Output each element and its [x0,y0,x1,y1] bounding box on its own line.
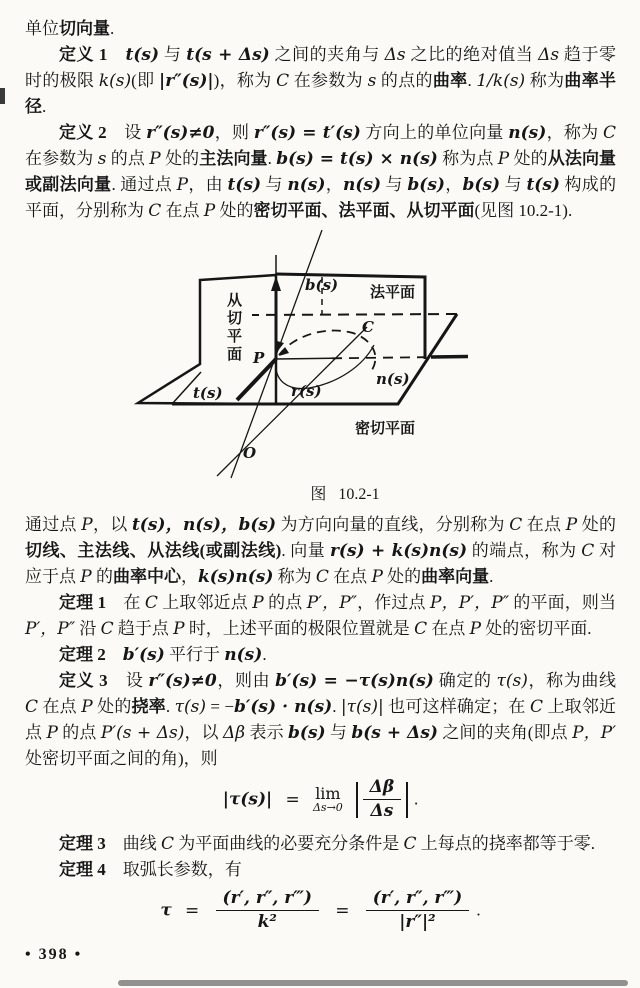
text-segment: 与 [381,175,408,194]
text-segment: P，P′，P″ [430,593,510,613]
text-segment: P [497,149,510,169]
text-segment: P [371,567,383,587]
text-segment: k(s) [98,71,132,91]
text-segment: C [144,593,158,613]
text-segment: 上每点的挠率都等于零. [416,834,596,853]
text-segment: C [603,123,617,143]
text-segment: ，称为 [546,123,604,142]
text-segment: 时，上述平面的极限位置就是 [184,619,415,638]
tangent-vector-label: t(s) [193,384,223,402]
text-segment: 在点 [328,567,372,586]
text-segment: 在点 [38,697,82,716]
text-segment: 方向上的单位向量 [360,123,509,142]
paragraph [25,831,616,857]
text-segment: 曲线 [105,834,161,853]
paragraph [25,642,616,668]
text-segment: b′(s) [122,645,165,665]
figure-10-2-1 [125,230,565,480]
text-segment: C [581,541,595,561]
text-segment: ，以 [184,723,224,742]
text-segment: P [81,697,93,717]
text-segment: . [42,97,47,116]
text-segment: 称为点 [437,149,498,168]
text-segment: 切线、主法线、从法线(或副法线) [25,541,282,560]
text-segment: C [100,619,114,639]
text-segment: b(s) [462,175,501,195]
figure-caption-number: 10.2-1 [338,486,380,503]
text-segment: 曲率向量 [421,567,490,586]
text-segment: b′(s) · n(s) [234,697,333,717]
text-segment: P′(s + Δs) [100,723,185,743]
text-segment: P [176,175,189,195]
text-segment: 处的密切平面. [481,619,592,638]
text-segment: |τ(s)| [340,697,384,717]
text-segment: 曲率半径 [25,71,617,116]
text-segment: C [315,567,329,587]
text-segment: t(s) [125,45,160,65]
text-segment: 在 [106,593,145,612]
text-segment: b′(s) = −τ(s)n(s) [275,671,434,691]
text-segment: C [276,71,290,91]
text-segment: t(s) [227,175,261,195]
body-text-bottom [25,831,616,883]
text-segment: 在点 [522,515,566,534]
text-segment: 的平面，则当 [509,593,617,612]
text-segment: 与 [500,175,527,194]
text-segment: 上取邻近点 [157,593,253,612]
tau-symbol: τ [160,900,172,921]
text-segment: τ(s) [174,697,206,717]
text-segment: P [469,619,482,639]
text-segment: 确定的 [433,671,497,690]
text-segment: 的点 [106,149,150,168]
text-segment: r(s) + k(s)n(s) [329,541,468,561]
text-segment: n(s) [508,123,547,143]
torsion-ratio-formula [25,889,616,932]
text-segment: t(s + Δs) [186,45,270,65]
normal-vector-label: n(s) [376,370,410,388]
text-segment: 曲率 [432,71,468,90]
text-segment: 与 [325,723,352,742]
text-segment: C [414,619,428,639]
absolute-value-group [354,778,410,821]
figure-caption-label: 图 [310,486,327,503]
text-segment: ，作过点 [357,593,431,612]
text-segment: 定理 4 [59,860,106,879]
text-segment: 设 [106,123,147,142]
text-segment: r″(s) = t′(s) [253,123,361,143]
text-segment: 上取邻近点 [25,697,617,742]
text-segment: (即 [131,71,160,90]
text-segment: 构成的平面，分别称为 [25,175,617,220]
radius-vector-label: r(s) [291,382,322,400]
text-segment: 处的 [382,567,422,586]
text-segment: . [267,149,277,168]
text-segment: P [46,723,58,743]
text-segment: ，称为曲线 [527,671,617,690]
text-segment: )，称为 [213,71,277,90]
text-segment: 处的 [509,149,548,168]
text-segment: 主法向量 [199,149,268,168]
fraction-2: $\frac{(r', r'', r‴)}{\text{|r″|²}}$ [366,889,469,932]
text-segment: C [530,697,544,717]
equals-sign-1: = [185,900,200,921]
text-segment: s [97,149,107,169]
text-segment: 在点 [427,619,470,638]
paragraph [25,42,616,120]
text-segment: C [403,834,417,854]
n-axis [276,357,468,360]
text-segment: 处的 [92,697,132,716]
text-segment: 为平面曲线的必要充分条件是 [174,834,404,853]
text-segment: . [110,19,115,38]
text-segment: 切向量 [59,19,110,38]
text-segment: ，以 [92,515,132,534]
text-segment: 定理 2 [59,645,106,664]
text-segment: τ(s) [496,671,528,691]
text-segment: 处的 [577,515,616,534]
text-segment: 的点的 [376,71,433,90]
text-segment: n(s) [287,175,326,195]
text-segment: P′，P″ [306,593,358,613]
text-segment: 称为 [273,567,316,586]
binormal-vector-label: b(s) [305,276,339,294]
text-segment: = − [205,697,235,716]
limit-operator: lim Δs→0 [312,783,343,814]
text-segment: Δs [538,45,560,65]
text-segment: 趋于零时的极限 [25,45,617,90]
text-segment: 平行于 [164,645,225,664]
fraction: $\frac{\Delta\beta}{\Delta s}$ [363,778,401,821]
text-segment: P [203,201,216,221]
paragraph [25,120,616,224]
text-segment: 定义 2 [59,123,107,142]
text-segment [107,45,125,64]
paragraph [25,857,616,883]
text-segment: Δs [384,45,406,65]
text-segment: t(s) [526,175,560,195]
text-segment: 沿 [75,619,101,638]
text-segment: 也可这样确定；在 [383,697,531,716]
text-segment: b(s) = t(s) × n(s) [276,149,438,169]
curve-c-label: C [362,318,374,336]
text-segment: . [165,697,175,716]
text-segment: k(s)n(s) [197,567,274,587]
abs-bar-left [356,782,358,818]
text-segment: C [148,201,162,221]
text-segment: P [565,515,578,535]
text-segment: . [262,645,267,664]
text-segment: P [173,619,185,639]
text-segment: 之比的绝对值当 [405,45,539,64]
text-segment: 与 [261,175,288,194]
figure-caption [125,482,565,508]
text-segment: 对应于点 [25,541,617,586]
text-segment: 定义 3 [59,671,108,690]
text-segment: 的端点，称为 [467,541,582,560]
text-segment: 挠率 [131,697,166,716]
text-segment: 表示 [245,723,289,742]
body-text-top [25,16,616,224]
text-segment: |r″(s)| [159,71,214,91]
body-text-mid [25,512,616,772]
text-segment: 定理 3 [59,834,106,853]
text-segment: 从法向量或副法向量 [25,149,617,194]
frenet-frame-diagram [125,230,565,480]
text-segment: 处密切平面之间的角)，则 [25,749,218,768]
text-segment: ，则 [214,123,254,142]
text-segment: . [332,697,341,716]
text-segment: P，P′ [572,723,617,743]
text-segment: 之间的夹角(即点 [437,723,573,742]
text-segment: 的 [91,567,113,586]
text-segment: 定义 1 [59,45,108,64]
text-segment: s [367,71,377,91]
osculating-plane-label: 密切平面 [355,421,416,437]
paragraph [25,590,616,642]
paragraph [25,512,616,590]
text-segment: ，由 [188,175,228,194]
formula-lhs: |τ(s)| [222,789,273,810]
text-segment: r″(s)≠0 [146,123,215,143]
text-segment: ，则由 [216,671,276,690]
scan-artifact [0,88,5,104]
text-segment: b(s + Δs) [351,723,438,743]
equals-sign-2: = [335,900,350,921]
text-segment: 为方向向量的直线，分别称为 [276,515,510,534]
page-number: • 398 • [25,946,83,963]
text-segment: C [161,834,175,854]
normal-plane-label: 法平面 [370,285,416,301]
text-segment: n(s) [342,175,382,195]
formula-period: . [476,900,481,920]
fraction-1: $\frac{(r', r'', r‴)}{\text{k²}}$ [216,889,319,932]
text-segment: 1/k(s) [476,71,526,91]
text-segment: P [81,515,93,535]
equals-sign: = [285,789,300,810]
paragraph [25,668,616,772]
text-segment: 取弧长参数，有 [105,860,242,879]
text-segment: P [149,149,161,169]
text-segment: n(s) [224,645,263,665]
text-segment: 之间的夹角与 [269,45,385,64]
text-segment: b(s) [288,723,326,743]
text-segment: (见图 10.2-1). [474,201,573,220]
text-segment: C [509,515,523,535]
abs-bar-right [406,782,408,818]
text-segment: ， [325,175,343,194]
text-segment: ， [444,175,463,194]
text-segment: t(s)，n(s)，b(s) [131,515,277,535]
text-segment: 单位 [25,19,59,38]
text-segment: 与 [159,45,187,64]
text-segment: 定理 1 [59,593,107,612]
text-segment: 曲率中心 [112,567,181,586]
text-segment: Δβ [223,723,246,743]
text-segment: . 向量 [281,541,330,560]
text-segment: 处的 [160,149,200,168]
text-segment [106,645,123,664]
text-segment: 趋于点 [113,619,174,638]
text-segment: P [80,567,92,587]
text-segment: 在参数为 [289,71,368,90]
text-segment: . 通过点 [111,175,177,194]
text-segment: . [489,567,494,586]
text-segment: b(s) [407,175,445,195]
text-segment: P′，P″ [25,619,76,639]
text-segment: 处的 [215,201,254,220]
scan-artifact [118,980,628,986]
torsion-limit-formula [25,778,616,821]
text-segment: r″(s)≠0 [148,671,217,691]
text-segment: . [467,71,477,90]
text-segment: 的点 [57,723,101,742]
text-segment: 设 [107,671,149,690]
text-segment: 密切平面、法平面、从切平面 [253,201,475,220]
text-segment: C [25,697,39,717]
text-segment: 通过点 [25,515,82,534]
rectifying-plane-label: 从切平面 [225,292,241,364]
formula-period: . [413,789,419,809]
origin-o-label: O [243,444,257,462]
text-segment: P [252,593,264,613]
text-segment: 在点 [161,201,204,220]
text-segment: 的点 [263,593,307,612]
paragraph [25,16,616,42]
point-p-label: P [253,349,265,367]
text-segment: 称为 [525,71,565,90]
text-segment: ， [180,567,198,586]
text-segment: 在参数为 [25,149,98,168]
